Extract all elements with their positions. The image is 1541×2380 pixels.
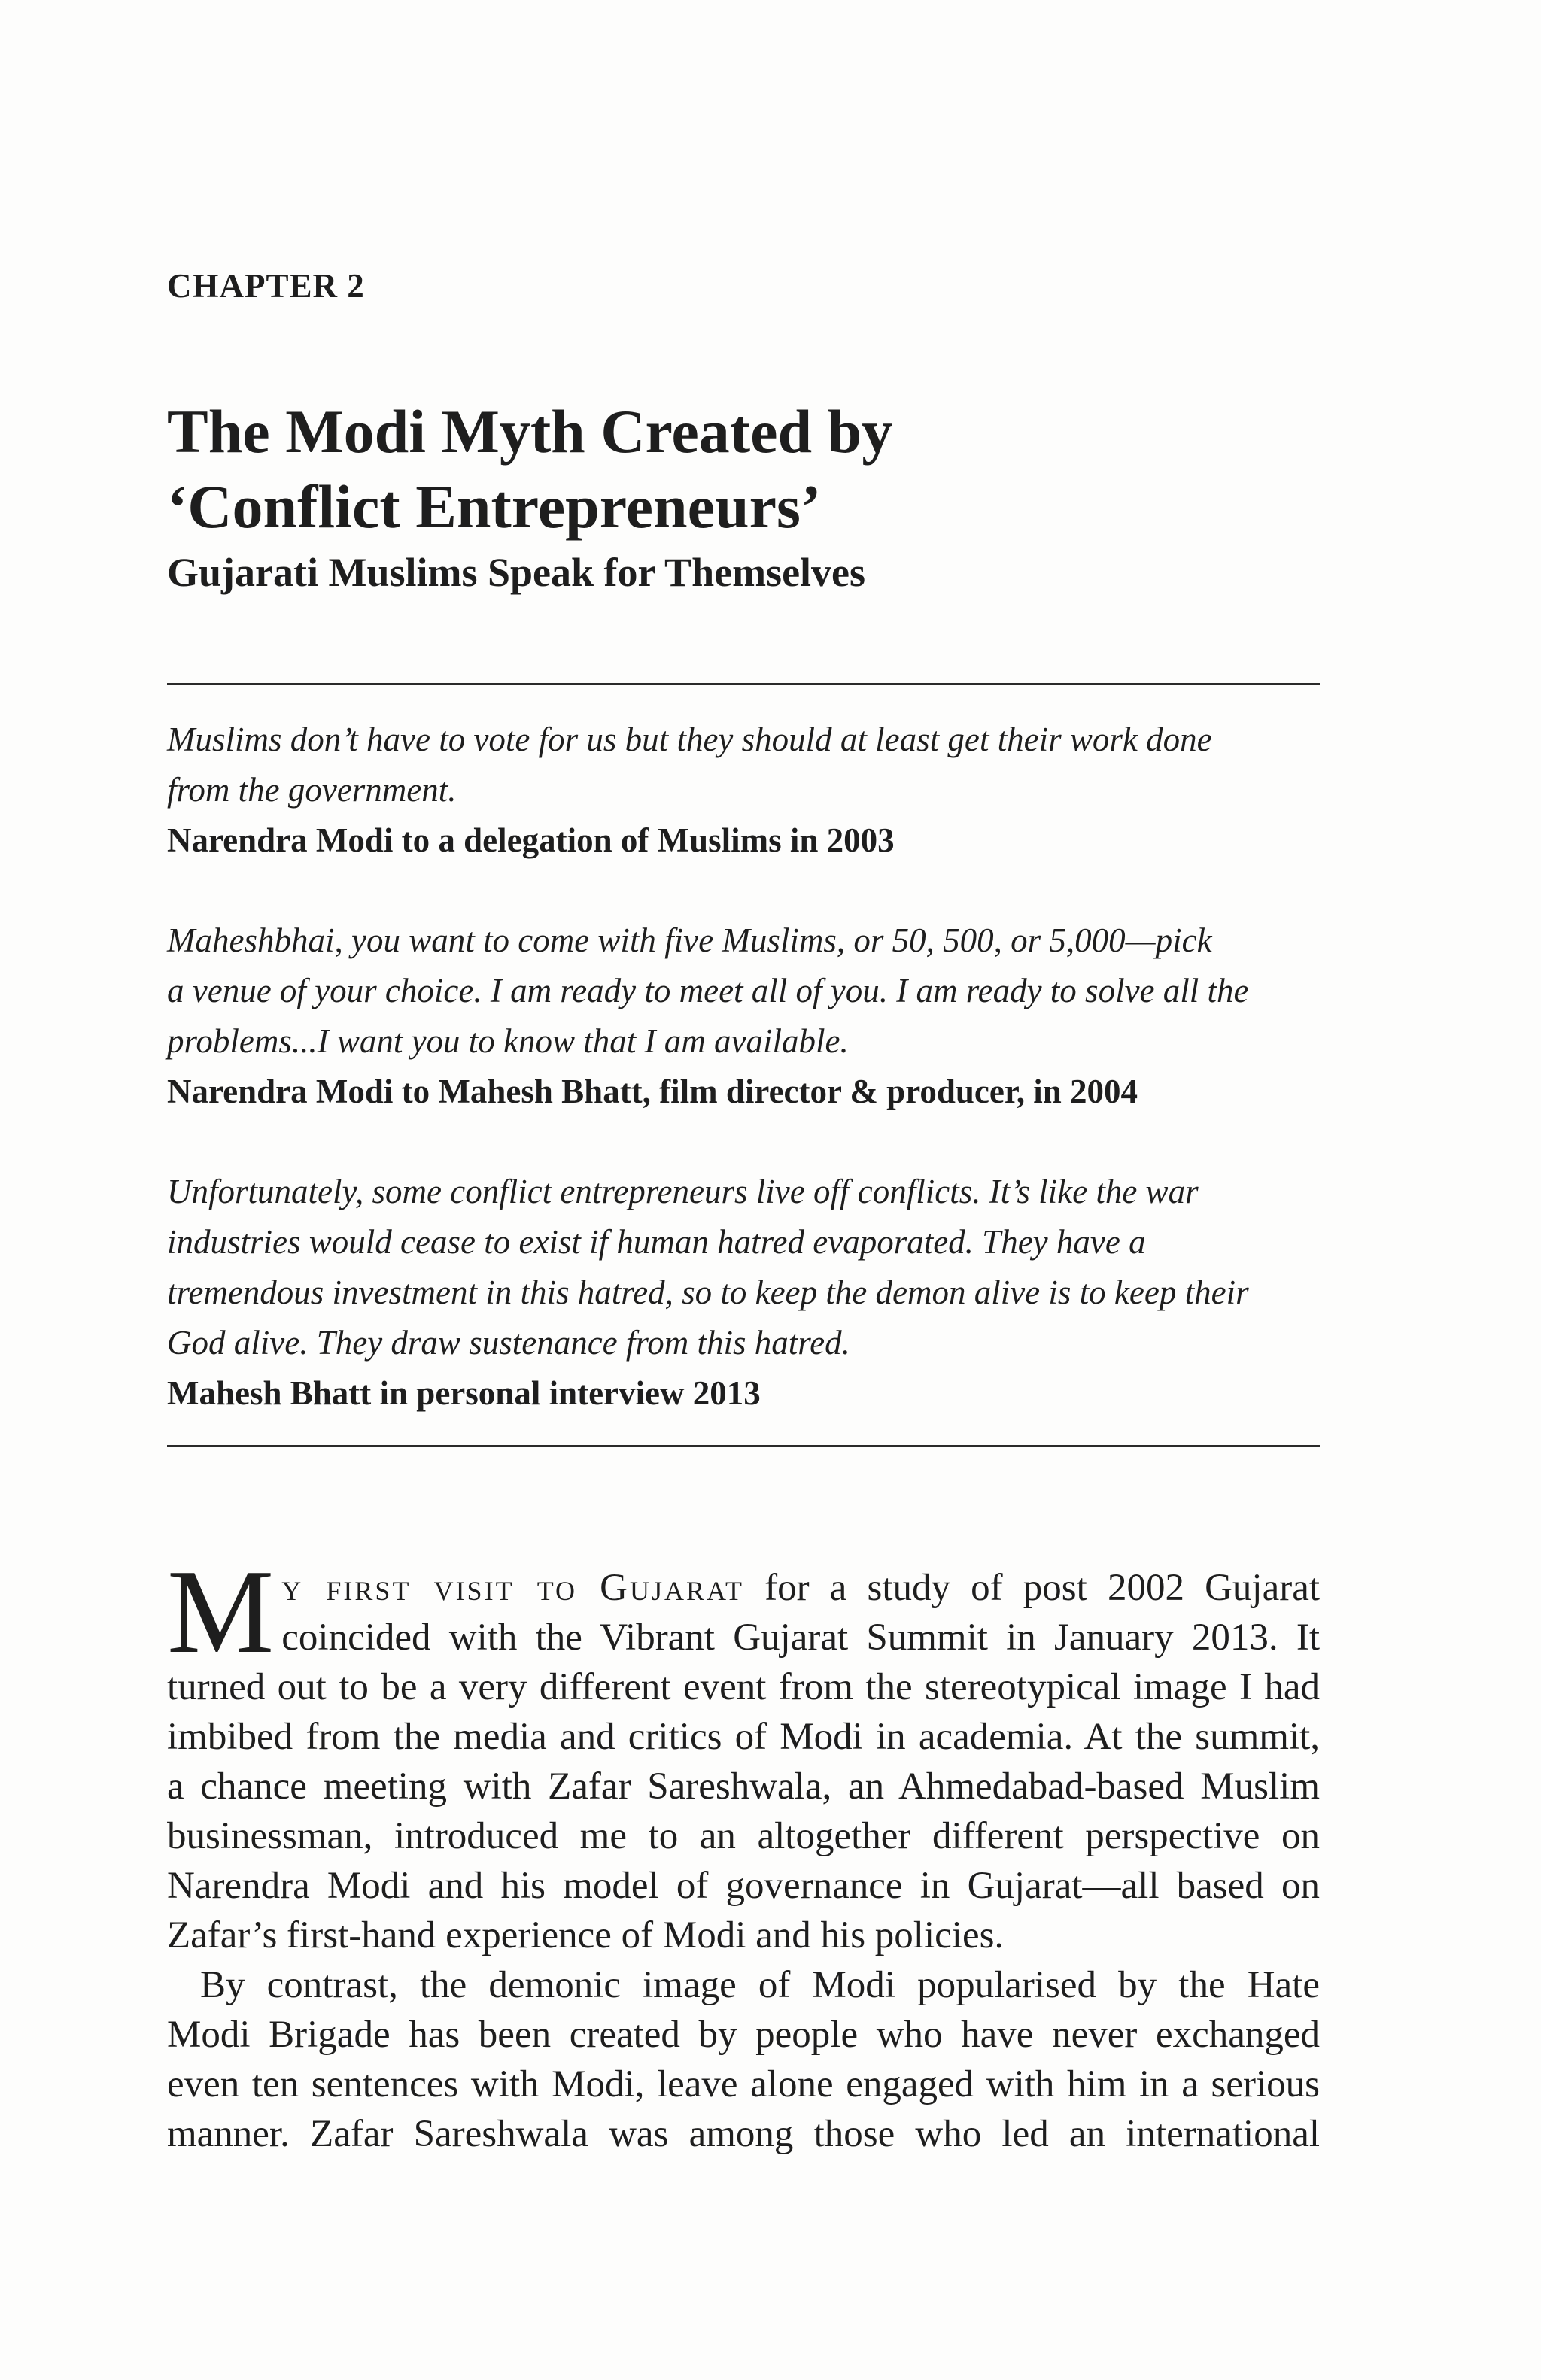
epigraph-quote-line: Unfortunately, some conflict entrepreneurs live off conflicts. It’s like the war [167,1173,1199,1210]
chapter-label: CHAPTER 2 [167,267,365,305]
drop-cap: M [167,1544,275,1678]
epigraph-quote-line: God alive. They draw sustenance from this hatred. [167,1324,850,1362]
body-line: Narendra Modi and his model of governance in Gujarat—all based on [167,1865,1320,1907]
body-line: Modi Brigade has been created by people who have never exchanged [167,2014,1320,2056]
body-line: By contrast, the demonic image of Modi popularised by the Hate [200,1964,1320,2006]
epigraph-2 [167,915,1320,1117]
smallcaps-lead: y first visit to Gujarat [281,1567,745,1609]
epigraph-top-divider [167,683,1320,685]
opening-lines-text [281,1563,1320,1662]
body-line: businessman, introduced me to an altogether different perspective on [167,1815,1320,1857]
chapter-title-block [167,394,1320,599]
body-line: turned out to be a very different event from the stereotypical image I had [167,1666,1320,1708]
chapter-subtitle: Gujarati Muslims Speak for Themselves [167,550,866,595]
epigraph-quote-line: from the government. [167,771,457,809]
epigraph-1 [167,715,1320,866]
epigraph-attribution: Narendra Modi to a delegation of Muslims in 2003 [167,821,895,859]
epigraph-quote-line: tremendous investment in this hatred, so to keep the demon alive is to keep their [167,1273,1249,1311]
epigraph-quote-line: Maheshbhai, you want to come with five Muslims, or 50, 500, or 5,000—pick [167,921,1212,959]
body-text [167,1544,1320,2159]
body-line: a chance meeting with Zafar Sareshwala, an Ahmedabad-based Muslim [167,1765,1320,1808]
first-line-rest: for a study of post 2002 Gujarat [764,1567,1320,1609]
epigraph-quote-line: problems...I want you to know that I am available. [167,1022,849,1060]
body-line: manner. Zafar Sareshwala was among those who led an international [167,2113,1320,2155]
epigraph-attribution: Mahesh Bhatt in personal interview 2013 [167,1374,761,1412]
body-line: Zafar’s first-hand experience of Modi and his policies. [167,1914,1005,1957]
epigraph-bottom-divider [167,1445,1320,1447]
body-line [281,1563,1320,1613]
body-line: even ten sentences with Modi, leave alone engaged with him in a serious [167,2063,1320,2105]
epigraph-quote-line: a venue of your choice. I am ready to meet all of you. I am ready to solve all the [167,972,1249,1009]
chapter-title-line-2: ‘Conflict Entrepreneurs’ [167,472,822,541]
opening-lines [167,1544,1320,1678]
epigraph-quote-line: Muslims don’t have to vote for us but they should at least get their work done [167,721,1212,758]
book-page [167,0,1320,2380]
epigraph-quote-line: industries would cease to exist if human hatred evaporated. They have a [167,1223,1146,1261]
epigraph-3 [167,1167,1320,1419]
chapter-title-line-1: The Modi Myth Created by [167,397,893,466]
body-line: imbibed from the media and critics of Modi in academia. At the summit, [167,1716,1320,1758]
body-line: coincided with the Vibrant Gujarat Summit in January 2013. It [281,1617,1320,1659]
epigraph-attribution: Narendra Modi to Mahesh Bhatt, film director & producer, in 2004 [167,1073,1138,1110]
epigraph-section [167,715,1320,1419]
